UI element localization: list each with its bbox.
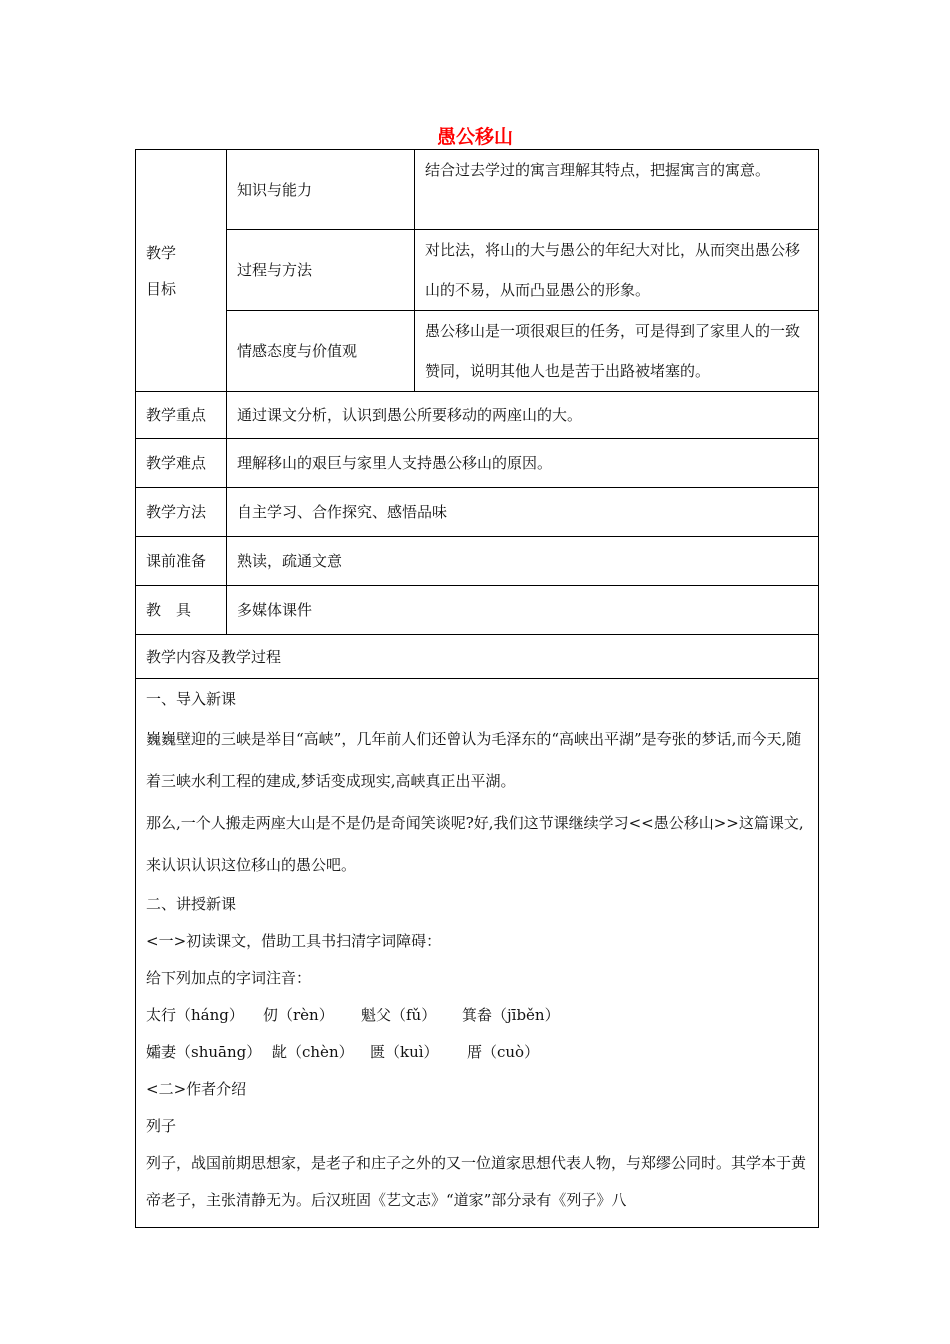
info-row-method: [136, 488, 819, 537]
objective-row-attitude: [136, 311, 819, 392]
process-header-row: [136, 635, 819, 679]
pinyin-item: 太行（háng）: [146, 1006, 244, 1024]
paragraph-author: 列子，战国前期思想家，是老子和庄子之外的又一位道家思想代表人物，与郑缪公同时。其学本于黄帝老子，主张清静无为。后汉班固《艺文志》“道家”部分录有《列子》八: [146, 1154, 807, 1209]
author-name: 列子: [146, 1117, 177, 1135]
section-import: 一、导入新课: [146, 690, 237, 708]
pinyin-row: [146, 997, 808, 1034]
pinyin-item: 孀妻（shuāng）: [146, 1043, 262, 1061]
objectives-label-line2: 目标: [146, 279, 177, 298]
objective-row-knowledge: [136, 150, 819, 230]
paragraph-intro: 巍巍壁迎的三峡是举目“高峡”，几年前人们还曾认为毛泽东的“高峡出平湖”是夸张的梦话,而今天,随着三峡水利工程的建成,梦话变成现实,高峡真正出平湖。: [146, 730, 802, 790]
pinyin-item: 龀（chèn）: [272, 1043, 354, 1061]
process-body: [136, 679, 819, 1228]
info-value: 多媒体课件: [227, 586, 819, 635]
objectives-label-cell: [136, 150, 227, 392]
info-value: 理解移山的艰巨与家里人支持愚公移山的原因。: [227, 439, 819, 488]
info-label: 教学难点: [136, 439, 227, 488]
subsection-reading: <一>初读课文，借助工具书扫清字词障碍：: [146, 932, 442, 950]
objective-text: 对比法，将山的大与愚公的年纪大对比，从而突出愚公移山的不易，从而凸显愚公的形象。: [415, 230, 819, 311]
objective-text: 愚公移山是一项很艰巨的任务，可是得到了家里人的一致赞同，说明其他人也是苦于出路被堵塞的。: [415, 311, 819, 392]
info-label: 教学方法: [136, 488, 227, 537]
pinyin-item: 箕畚（jīběn）: [462, 1006, 560, 1024]
objective-row-process: [136, 230, 819, 311]
section-teaching: 二、讲授新课: [146, 895, 237, 913]
info-label: 课前准备: [136, 537, 227, 586]
document-title: 愚公移山: [436, 126, 513, 148]
pinyin-item: 仞（rèn）: [263, 1006, 334, 1024]
paragraph-question: 那么,一个人搬走两座大山是不是仍是奇闻笑谈呢?好,我们这节课继续学习<<愚公移山>>这篇课文,来认识认识这位移山的愚公吧。: [146, 814, 804, 874]
subsection-author: <二>作者介绍: [146, 1080, 247, 1098]
info-row-preparation: [136, 537, 819, 586]
exercise-prompt: 给下列加点的字词注音：: [146, 969, 312, 987]
info-value: 自主学习、合作探究、感悟品味: [227, 488, 819, 537]
lesson-plan-table: [135, 149, 819, 1228]
info-row-focus: [136, 392, 819, 439]
objective-text: 结合过去学过的寓言理解其特点，把握寓言的寓意。: [415, 150, 819, 230]
objective-name: 知识与能力: [227, 150, 415, 230]
pinyin-item: 匮（kuì）: [370, 1043, 439, 1061]
info-value: 通过课文分析，认识到愚公所要移动的两座山的大。: [227, 392, 819, 439]
process-body-row: [136, 679, 819, 1228]
info-value: 熟读，疏通文意: [227, 537, 819, 586]
pinyin-row: [146, 1034, 808, 1071]
pinyin-item: 魁父（fǔ）: [361, 1006, 437, 1024]
info-row-tools: [136, 586, 819, 635]
objective-name: 过程与方法: [227, 230, 415, 311]
info-label: 教学重点: [136, 392, 227, 439]
objective-name: 情感态度与价值观: [227, 311, 415, 392]
info-row-difficulty: [136, 439, 819, 488]
info-label: 教 具: [136, 586, 227, 635]
pinyin-item: 厝（cuò）: [467, 1043, 540, 1061]
objectives-label-line1: 教学: [146, 243, 177, 262]
process-header: 教学内容及教学过程: [136, 635, 819, 679]
